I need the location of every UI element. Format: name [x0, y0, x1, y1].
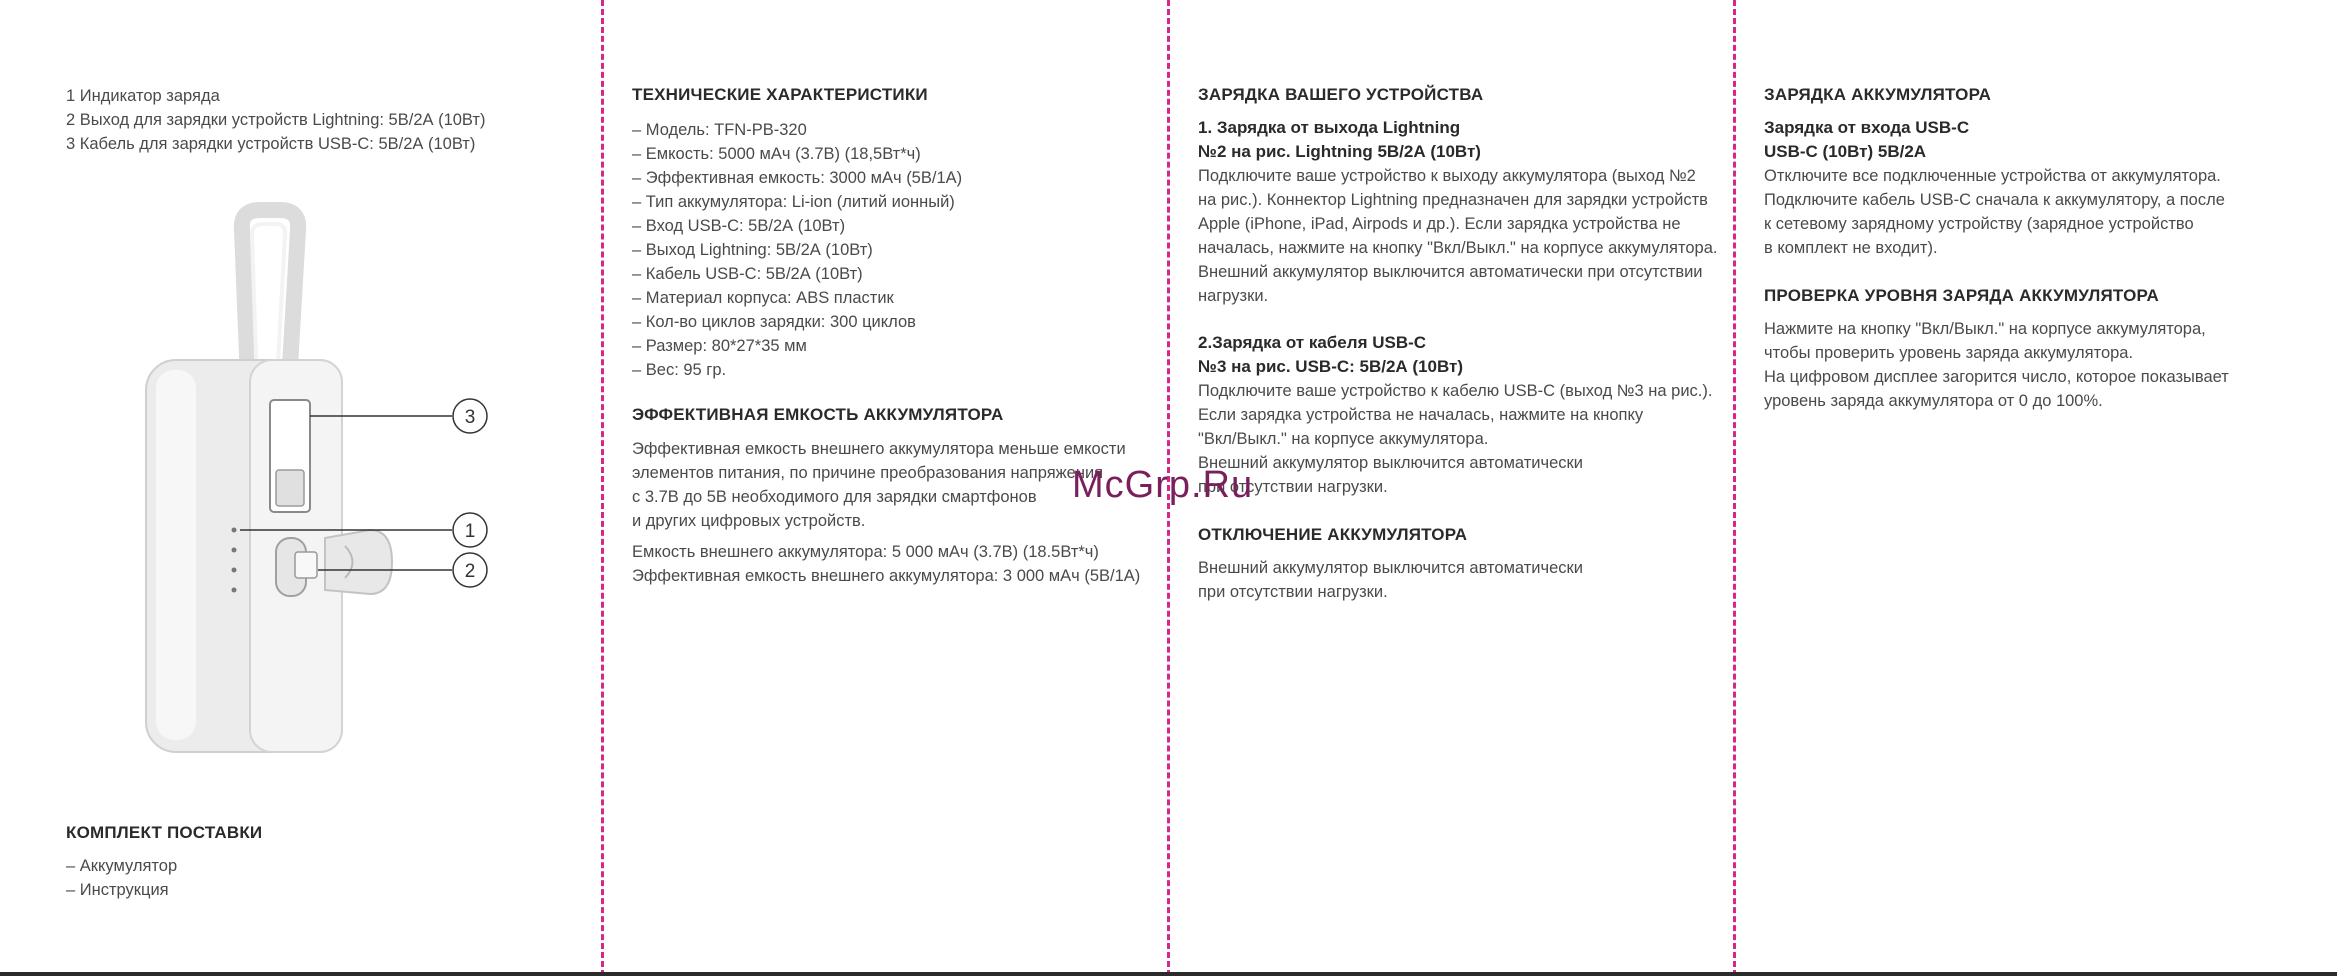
effective-capacity-title: ЭФФЕКТИВНАЯ ЕМКОСТЬ АККУМУЛЯТОРА: [632, 405, 1004, 424]
callout-3-label: 3: [464, 407, 476, 428]
lightning-text-line: на рис.). Коннектор Lightning предназначен для зарядки устройств: [1198, 191, 1708, 209]
spec-item: – Вес: 95 гр.: [632, 361, 727, 379]
battery-charging-subheading: Зарядка от входа USB-C: [1764, 118, 1970, 137]
lightning-subheading: 1. Зарядка от выхода Lightning: [1198, 118, 1461, 137]
spec-item: – Вход USB-C: 5В/2А (10Вт): [632, 217, 846, 235]
effective-text-line: с 3.7В до 5В необходимого для зарядки смартфонов: [632, 488, 1037, 506]
spec-item: – Выход Lightning: 5В/2А (10Вт): [632, 241, 873, 259]
effective-text-line: элементов питания, по причине преобразования напряжения: [632, 464, 1104, 482]
battery-charging-text-line: в комплект не входит).: [1764, 239, 1938, 257]
specs-title: ТЕХНИЧЕСКИЕ ХАРАКТЕРИСТИКИ: [632, 85, 928, 104]
usbc-text-line: "Вкл/Выкл." на корпусе аккумулятора.: [1198, 430, 1489, 448]
charge-level-text-line: чтобы проверить уровень заряда аккумулятора.: [1764, 344, 2134, 362]
usbc-subheading: №3 на рис. USB-C: 5В/2А (10Вт): [1198, 357, 1464, 376]
bottom-rule: [0, 972, 2337, 976]
watermark: McGrp.Ru: [1072, 464, 1254, 506]
effective-text-line: Эффективная емкость внешнего аккумулятора меньше емкости: [632, 440, 1126, 458]
usbc-text-line: Если зарядка устройства не началась, нажмите на кнопку: [1198, 406, 1644, 424]
kit-item-2: – Инструкция: [66, 881, 169, 899]
lightning-subheading: №2 на рис. Lightning 5В/2А (10Вт): [1198, 142, 1481, 161]
battery-charging-text-line: Подключите кабель USB-C сначала к аккумулятору, а после: [1764, 191, 2225, 209]
lightning-text-line: Подключите ваше устройство к выходу аккумулятора (выход №2: [1198, 167, 1696, 185]
power-bank-illustration: [130, 200, 500, 760]
spec-item: – Емкость: 5000 мАч (3.7В) (18,5Вт*ч): [632, 145, 921, 163]
legend-item-1: 1 Индикатор заряда: [66, 87, 220, 105]
spec-item: – Кабель USB-C: 5В/2А (10Вт): [632, 265, 863, 283]
shutdown-text-line: Внешний аккумулятор выключится автоматически: [1198, 559, 1583, 577]
charge-level-title: ПРОВЕРКА УРОВНЯ ЗАРЯДА АККУМУЛЯТОРА: [1764, 286, 2160, 305]
spec-item: – Модель: TFN-PB-320: [632, 121, 807, 139]
legend-item-3: 3 Кабель для зарядки устройств USB-C: 5В/2А (10Вт): [66, 135, 476, 153]
lightning-text-line: нагрузки.: [1198, 287, 1269, 305]
lightning-text-line: Apple (iPhone, iPad, Airpods и др.). Если зарядка устройства не: [1198, 215, 1681, 233]
shutdown-title: ОТКЛЮЧЕНИЕ АККУМУЛЯТОРА: [1198, 525, 1468, 544]
charge-level-text-line: Нажмите на кнопку "Вкл/Выкл." на корпусе аккумулятора,: [1764, 320, 2206, 338]
kit-title: КОМПЛЕКТ ПОСТАВКИ: [66, 823, 263, 842]
battery-charging-text-line: к сетевому зарядному устройству (зарядное устройство: [1764, 215, 2194, 233]
capacity-line: Эффективная емкость внешнего аккумулятора: 3 000 мАч (5В/1А): [632, 567, 1141, 585]
battery-charging-subheading: USB-C (10Вт) 5В/2А: [1764, 142, 1927, 161]
spec-item: – Эффективная емкость: 3000 мАч (5В/1А): [632, 169, 963, 187]
fold-line-3: [1733, 0, 1736, 976]
lightning-text-line: Внешний аккумулятор выключится автоматически при отсутствии: [1198, 263, 1703, 281]
spec-item: – Материал корпуса: ABS пластик: [632, 289, 894, 307]
effective-text-line: и других цифровых устройств.: [632, 512, 866, 530]
battery-charging-title: ЗАРЯДКА АККУМУЛЯТОРА: [1764, 85, 1992, 104]
legend-item-2: 2 Выход для зарядки устройств Lightning: 5В/2А (10Вт): [66, 111, 486, 129]
charging-device-title: ЗАРЯДКА ВАШЕГО УСТРОЙСТВА: [1198, 85, 1484, 104]
usbc-subheading: 2.Зарядка от кабеля USB-C: [1198, 333, 1427, 352]
fold-line-1: [601, 0, 604, 976]
capacity-line: Емкость внешнего аккумулятора: 5 000 мАч (3.7В) (18.5Вт*ч): [632, 543, 1099, 561]
usbc-text-line: при отсутствии нагрузки.: [1198, 478, 1388, 496]
lightning-text-line: началась, нажмите на кнопку "Вкл/Выкл." на корпусе аккумулятора.: [1198, 239, 1718, 257]
usbc-text-line: Подключите ваше устройство к кабелю USB-C (выход №3 на рис.).: [1198, 382, 1713, 400]
spec-item: – Кол-во циклов зарядки: 300 циклов: [632, 313, 916, 331]
battery-charging-text-line: Отключите все подключенные устройства от аккумулятора.: [1764, 167, 2221, 185]
charge-level-text-line: На цифровом дисплее загорится число, которое показывает: [1764, 368, 2229, 386]
shutdown-text-line: при отсутствии нагрузки.: [1198, 583, 1388, 601]
callout-2-label: 2: [464, 561, 476, 582]
spec-item: – Тип аккумулятора: Li-ion (литий ионный): [632, 193, 955, 211]
charge-level-text-line: уровень заряда аккумулятора от 0 до 100%.: [1764, 392, 2103, 410]
usbc-text-line: Внешний аккумулятор выключится автоматически: [1198, 454, 1583, 472]
spec-item: – Размер: 80*27*35 мм: [632, 337, 807, 355]
kit-item-1: – Аккумулятор: [66, 857, 178, 875]
callout-1-label: 1: [464, 521, 476, 542]
